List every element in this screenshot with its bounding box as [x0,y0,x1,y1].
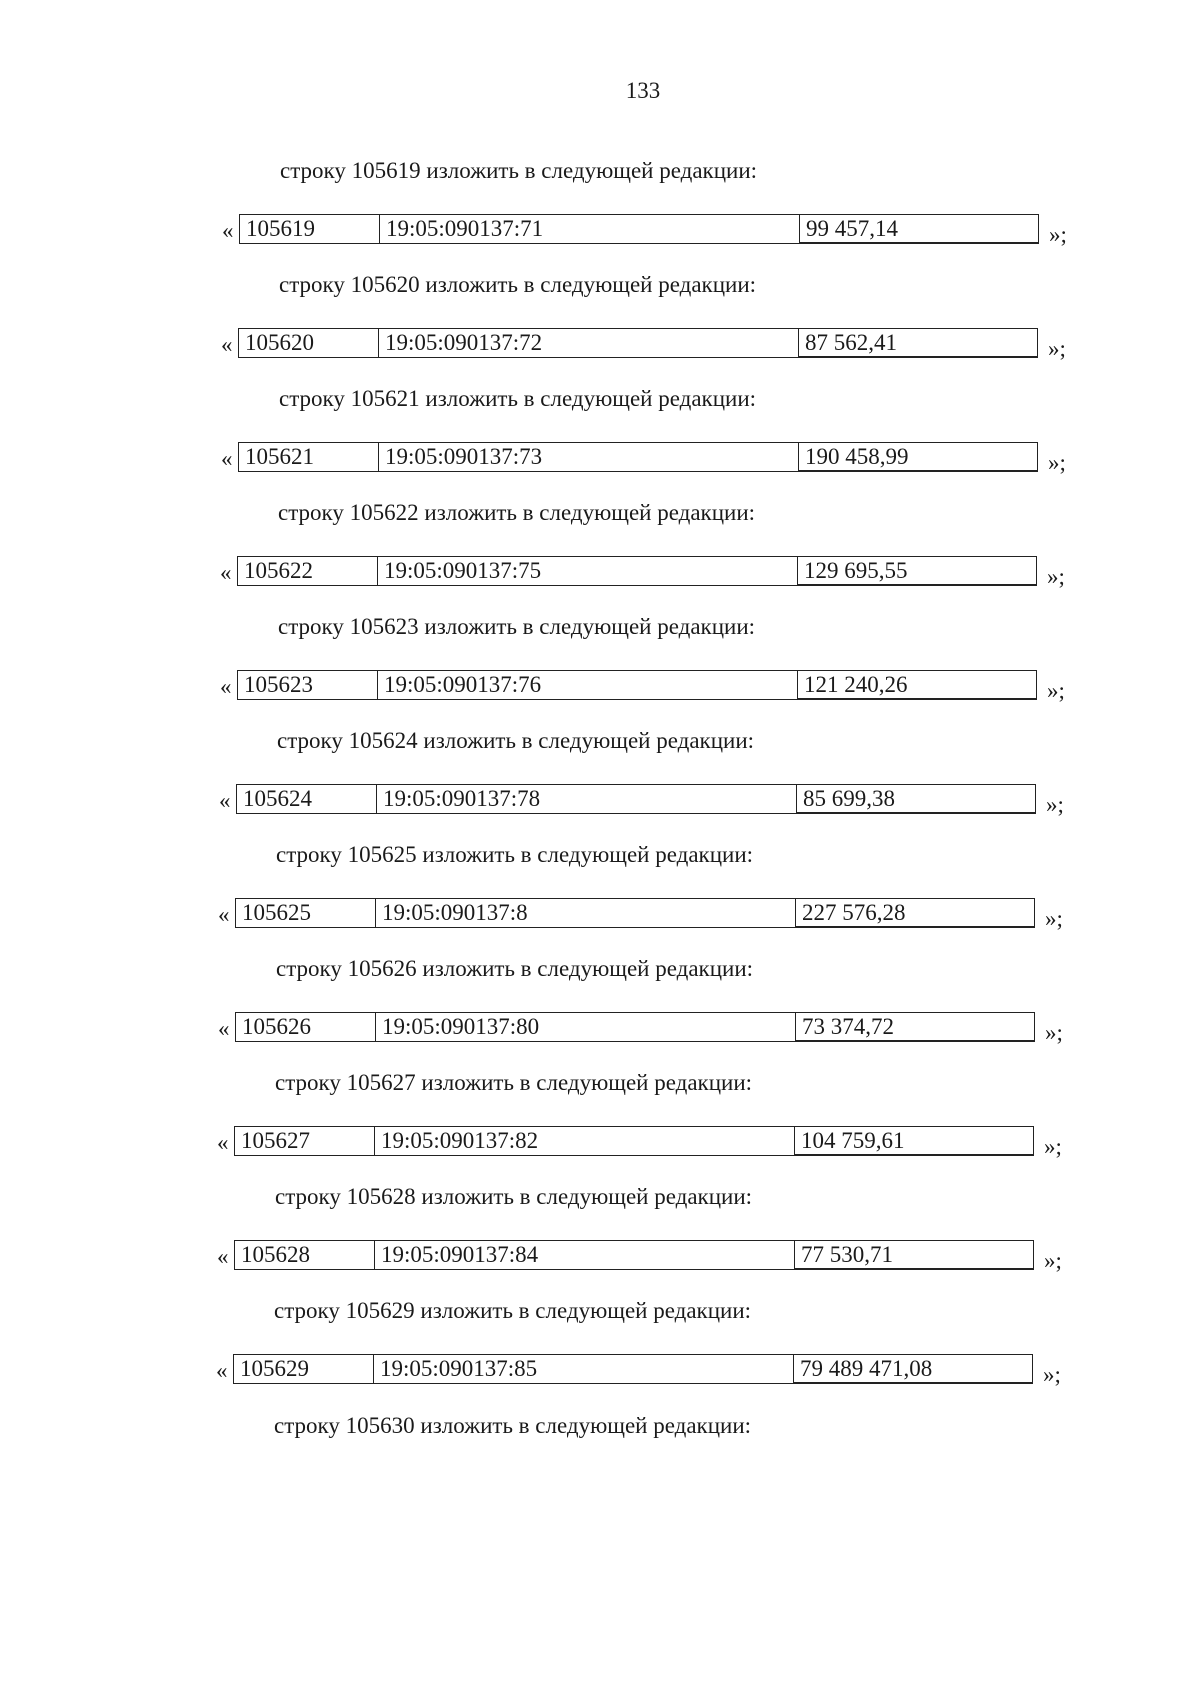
cadastral-number-cell: 19:05:090137:71 [380,215,800,243]
value-cell: 77 530,71 [795,1241,1033,1269]
cadastral-number-cell: 19:05:090137:78 [377,785,797,813]
table-row [221,442,1071,474]
close-quote: »; [1048,336,1066,361]
cadastral-number-cell: 19:05:090137:76 [378,671,798,699]
open-quote: « [219,788,231,813]
amendment-block [0,158,1200,282]
open-quote: « [220,674,232,699]
instruction-text: строку 105624 изложить в следующей редакции: [277,728,755,753]
row-id-cell: 105621 [239,443,379,471]
amendment-block [0,842,1200,966]
table-row [221,328,1071,360]
table-row [220,670,1070,702]
row-table [235,898,1035,928]
value-cell: 227 576,28 [796,899,1034,927]
cadastral-number-cell: 19:05:090137:73 [379,443,799,471]
row-id-cell: 105625 [236,899,376,927]
amendment-block [0,1070,1200,1194]
value-cell: 129 695,55 [798,557,1036,585]
instruction-text: строку 105630 изложить в следующей редакции: [274,1413,752,1438]
close-quote: »; [1044,1248,1062,1273]
instruction-text: строку 105628 изложить в следующей редакции: [275,1184,753,1209]
cadastral-number-cell: 19:05:090137:75 [378,557,798,585]
value-cell: 121 240,26 [798,671,1036,699]
table-row [217,1240,1067,1272]
close-quote: »; [1044,1134,1062,1159]
value-cell: 73 374,72 [796,1013,1034,1041]
amendment-block [0,386,1200,510]
row-id-cell: 105620 [239,329,379,357]
table-row [222,214,1072,246]
row-table [233,1354,1033,1384]
open-quote: « [221,446,233,471]
row-table [238,328,1038,358]
row-id-cell: 105624 [237,785,377,813]
cadastral-number-cell: 19:05:090137:82 [375,1127,795,1155]
row-table [238,442,1038,472]
open-quote: « [217,1244,229,1269]
table-row [219,784,1069,816]
instruction-text: строку 105619 изложить в следующей редакции: [280,158,758,183]
amendment-block [0,956,1200,1080]
amendment-block [0,614,1200,738]
value-cell: 85 699,38 [797,785,1035,813]
instruction-text: строку 105620 изложить в следующей редакции: [279,272,757,297]
cadastral-number-cell: 19:05:090137:8 [376,899,796,927]
row-id-cell: 105622 [238,557,378,585]
amendment-block [0,1298,1200,1422]
close-quote: »; [1043,1362,1061,1387]
open-quote: « [217,1130,229,1155]
amendment-block [0,272,1200,396]
row-table [236,784,1036,814]
row-table [237,556,1037,586]
row-table [234,1240,1034,1270]
row-table [235,1012,1035,1042]
cadastral-number-cell: 19:05:090137:85 [374,1355,794,1383]
open-quote: « [222,218,234,243]
amendment-block [0,500,1200,624]
row-id-cell: 105623 [238,671,378,699]
row-id-cell: 105626 [236,1013,376,1041]
open-quote: « [218,1016,230,1041]
row-id-cell: 105619 [240,215,380,243]
row-table [239,214,1039,244]
close-quote: »; [1046,792,1064,817]
value-cell: 104 759,61 [795,1127,1033,1155]
table-row [218,1012,1068,1044]
instruction-text: строку 105622 изложить в следующей редакции: [278,500,756,525]
cadastral-number-cell: 19:05:090137:72 [379,329,799,357]
open-quote: « [220,560,232,585]
amendment-block [0,728,1200,852]
close-quote: »; [1045,1020,1063,1045]
cadastral-number-cell: 19:05:090137:84 [375,1241,795,1269]
table-row [218,898,1068,930]
instruction-text: строку 105629 изложить в следующей редакции: [274,1298,752,1323]
value-cell: 87 562,41 [799,329,1037,357]
close-quote: »; [1047,564,1065,589]
table-row [220,556,1070,588]
close-quote: »; [1045,906,1063,931]
row-table [237,670,1037,700]
amendment-block [0,1184,1200,1308]
open-quote: « [216,1358,228,1383]
page-number: 133 [625,78,661,103]
value-cell: 99 457,14 [800,215,1038,243]
instruction-text: строку 105621 изложить в следующей редакции: [279,386,757,411]
close-quote: »; [1049,222,1067,247]
row-table [234,1126,1034,1156]
table-row [216,1354,1066,1386]
open-quote: « [221,332,233,357]
row-id-cell: 105629 [234,1355,374,1383]
row-id-cell: 105628 [235,1241,375,1269]
open-quote: « [218,902,230,927]
cadastral-number-cell: 19:05:090137:80 [376,1013,796,1041]
instruction-text: строку 105623 изложить в следующей редакции: [278,614,756,639]
close-quote: »; [1047,678,1065,703]
row-id-cell: 105627 [235,1127,375,1155]
value-cell: 190 458,99 [799,443,1037,471]
close-quote: »; [1048,450,1066,475]
instruction-text: строку 105627 изложить в следующей редакции: [275,1070,753,1095]
value-cell: 79 489 471,08 [794,1355,1032,1383]
instruction-text: строку 105626 изложить в следующей редакции: [276,956,754,981]
instruction-text: строку 105625 изложить в следующей редакции: [276,842,754,867]
table-row [217,1126,1067,1158]
